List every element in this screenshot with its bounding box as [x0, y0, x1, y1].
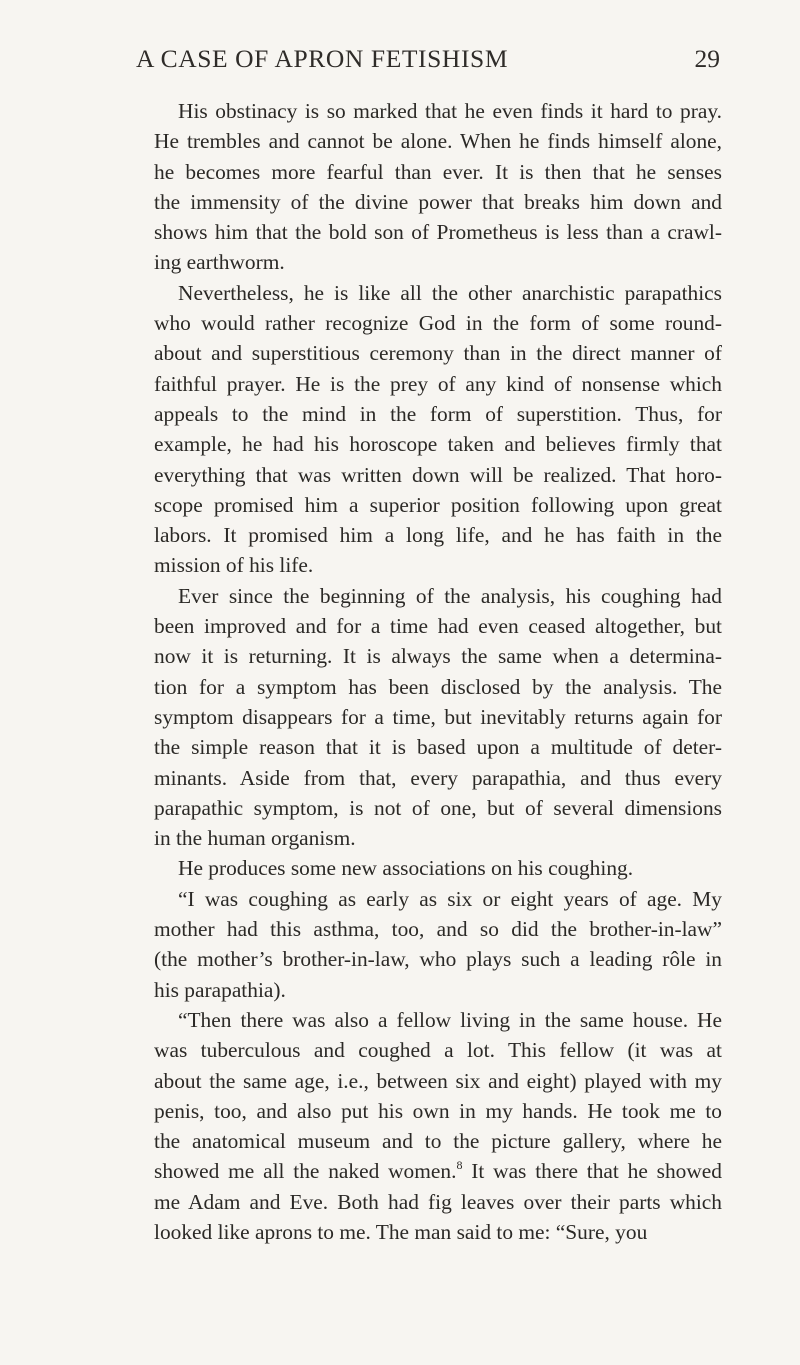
text-line: he becomes more fearful than ever. It is then that he senses	[154, 159, 722, 184]
text-line: “I was coughing as early as six or eight years of age. My	[178, 886, 722, 911]
text-line: in the human organism.	[154, 826, 356, 851]
paragraph	[130, 853, 722, 883]
text-line: who would rather recognize God in the form of some round-	[154, 311, 722, 336]
text-line: symptom disappears for a time, but inevitably returns again for	[154, 704, 722, 729]
text-line: now it is returning. It is always the same when a determina-	[154, 644, 722, 669]
text-line: his parapathia).	[154, 977, 286, 1002]
text-line: penis, too, and also put his own in my hands. He took me to	[154, 1098, 722, 1123]
text-line: about and superstitious ceremony than in the direct manner of	[154, 341, 722, 366]
text-line: ing earthworm.	[154, 250, 285, 275]
text-line: (the mother’s brother-in-law, who plays such a leading rôle in	[154, 947, 722, 972]
paragraph	[130, 884, 722, 1005]
text-line: shows him that the bold son of Prometheus is less than a crawl-	[154, 220, 722, 245]
body-text	[130, 96, 722, 1247]
text-line: looked like aprons to me. The man said to me: “Sure, you	[154, 1219, 648, 1244]
text-fragment: showed me all the naked women.	[154, 1159, 457, 1184]
text-line: been improved and for a time had even ceased altogether, but	[154, 614, 722, 639]
text-line: appeals to the mind in the form of superstition. Thus, for	[154, 401, 722, 426]
footnote-reference[interactable]: 8	[456, 1158, 463, 1173]
text-line: the immensity of the divine power that breaks him down and	[154, 189, 722, 214]
text-line: minants. Aside from that, every parapathia, and thus every	[154, 765, 722, 790]
text-line: was tuberculous and coughed a lot. This fellow (it was at	[154, 1038, 722, 1063]
text-line: He produces some new associations on his coughing.	[178, 856, 634, 881]
text-line: me Adam and Eve. Both had fig leaves over their parts which	[154, 1189, 722, 1214]
paragraph	[130, 581, 722, 854]
paragraph	[130, 1005, 722, 1247]
running-head	[130, 44, 720, 84]
text-line: labors. It promised him a long life, and he has faith in the	[154, 523, 722, 548]
text-line: His obstinacy is so marked that he even finds it hard to pray.	[178, 99, 722, 123]
text-line: faithful prayer. He is the prey of any kind of nonsense which	[154, 371, 722, 396]
text-line: “Then there was also a fellow living in the same house. He	[178, 1007, 722, 1032]
text-line: the anatomical museum and to the picture gallery, where he	[154, 1129, 722, 1154]
paragraph	[130, 278, 722, 581]
text-line: example, he had his horoscope taken and believes firmly that	[154, 432, 722, 457]
text-line: everything that was written down will be realized. That horo-	[154, 462, 722, 487]
page-number: 29	[694, 44, 720, 73]
text-line: tion for a symptom has been disclosed by the analysis. The	[154, 674, 722, 699]
text-line: He trembles and cannot be alone. When he finds himself alone,	[154, 129, 722, 154]
text-line: mother had this asthma, too, and so did the brother-in-law”	[154, 917, 722, 942]
running-title: A CASE OF APRON FETISHISM	[136, 44, 509, 73]
text-line: the simple reason that it is based upon a multitude of deter-	[154, 735, 722, 760]
text-fragment: It was there that he showed	[462, 1159, 722, 1184]
text-line	[130, 1156, 722, 1186]
text-line: about the same age, i.e., between six and eight) played with my	[154, 1068, 722, 1093]
paragraph	[130, 96, 722, 278]
text-line: Nevertheless, he is like all the other anarchistic parapathics	[178, 280, 722, 305]
text-line: Ever since the beginning of the analysis, his coughing had	[178, 583, 722, 608]
text-line: mission of his life.	[154, 553, 314, 578]
text-line: parapathic symptom, is not of one, but of several dimensions	[154, 795, 722, 820]
text-line: scope promised him a superior position following upon great	[154, 492, 722, 517]
